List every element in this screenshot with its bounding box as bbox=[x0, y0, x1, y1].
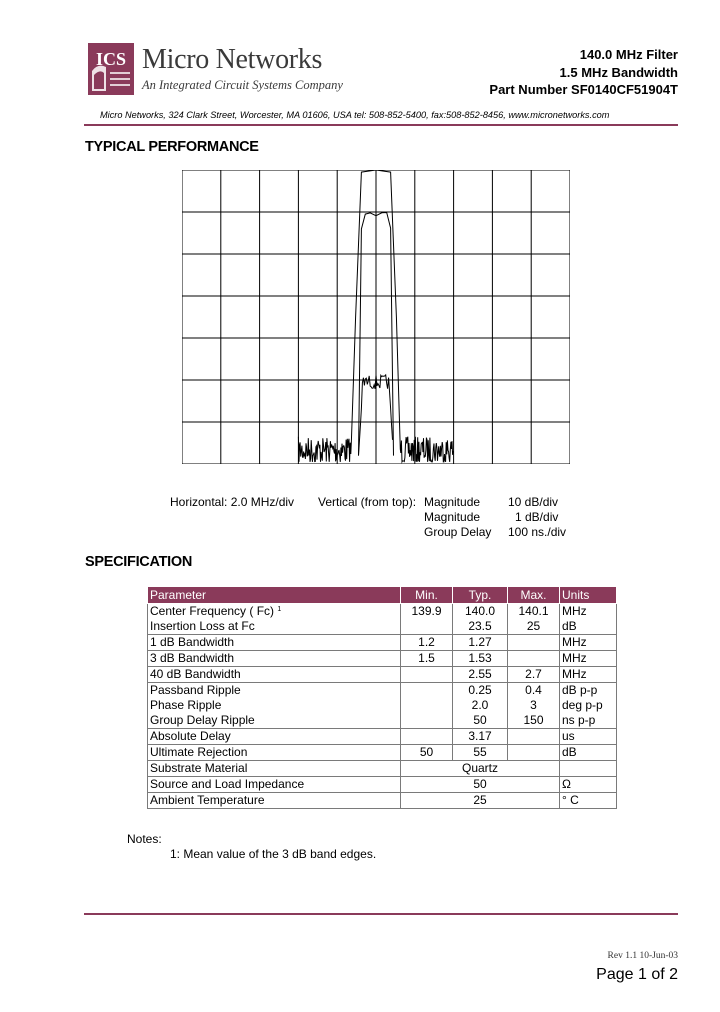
logo-text: ICS bbox=[95, 49, 127, 69]
units-cell: MHz bbox=[560, 651, 617, 667]
min-cell bbox=[401, 619, 453, 635]
company-tagline: An Integrated Circuit Systems Company bbox=[142, 78, 343, 92]
param-cell: Ultimate Rejection bbox=[148, 745, 401, 761]
title-part-number: Part Number SF0140CF51904T bbox=[489, 82, 678, 97]
table-row bbox=[148, 793, 617, 809]
units-cell: deg p-p bbox=[560, 698, 617, 713]
min-cell bbox=[401, 729, 453, 745]
min-cell bbox=[401, 683, 453, 699]
header-units: Units bbox=[560, 587, 617, 604]
table-row bbox=[148, 713, 617, 729]
header-parameter: Parameter bbox=[148, 587, 401, 604]
notes-heading: Notes: bbox=[127, 832, 162, 846]
table-row bbox=[148, 777, 617, 793]
note-item: 1: Mean value of the 3 dB band edges. bbox=[170, 847, 377, 861]
units-cell: Ω bbox=[560, 777, 617, 793]
param-cell: 1 dB Bandwidth bbox=[148, 635, 401, 651]
typ-cell: 0.25 bbox=[453, 683, 508, 699]
units-cell: dB bbox=[560, 619, 617, 635]
typ-cell: 2.55 bbox=[453, 667, 508, 683]
units-cell: ns p-p bbox=[560, 713, 617, 729]
table-row bbox=[148, 683, 617, 699]
trace-names bbox=[424, 495, 491, 540]
company-name: Micro Networks bbox=[142, 44, 323, 75]
max-cell bbox=[508, 729, 560, 745]
min-cell: 1.2 bbox=[401, 635, 453, 651]
max-cell: 0.4 bbox=[508, 683, 560, 699]
value-cell: 50 bbox=[401, 777, 560, 793]
table-row bbox=[148, 698, 617, 713]
max-cell: 2.7 bbox=[508, 667, 560, 683]
horizontal-scale bbox=[170, 495, 294, 510]
units-cell bbox=[560, 761, 617, 777]
units-cell: us bbox=[560, 729, 617, 745]
trace-scale: 1 dB/div bbox=[515, 510, 559, 524]
param-cell: Group Delay Ripple bbox=[148, 713, 401, 729]
trace-name: Magnitude bbox=[424, 510, 481, 524]
param-cell: 40 dB Bandwidth bbox=[148, 667, 401, 683]
typ-cell: 1.53 bbox=[453, 651, 508, 667]
table-row bbox=[148, 604, 617, 620]
value-cell: Quartz bbox=[401, 761, 560, 777]
typical-performance-heading: TYPICAL PERFORMANCE bbox=[85, 139, 259, 155]
trace-name: Group Delay bbox=[424, 525, 492, 539]
vertical-scale-label: Vertical (from top): bbox=[318, 495, 417, 509]
max-cell: 3 bbox=[508, 698, 560, 713]
footer-divider bbox=[84, 913, 678, 915]
param-cell: Insertion Loss at Fc bbox=[148, 619, 401, 635]
min-cell bbox=[401, 667, 453, 683]
param-cell: Passband Ripple bbox=[148, 683, 401, 699]
max-cell bbox=[508, 635, 560, 651]
min-cell bbox=[401, 713, 453, 729]
units-cell: ° C bbox=[560, 793, 617, 809]
header-typ: Typ. bbox=[453, 587, 508, 604]
value-cell: 25 bbox=[401, 793, 560, 809]
max-cell bbox=[508, 651, 560, 667]
max-cell: 140.1 bbox=[508, 604, 560, 620]
header-divider bbox=[84, 124, 678, 126]
typ-cell: 140.0 bbox=[453, 604, 508, 620]
horizontal-scale-label: Horizontal: 2.0 MHz/div bbox=[170, 495, 295, 509]
units-cell: MHz bbox=[560, 667, 617, 683]
param-cell: Substrate Material bbox=[148, 761, 401, 777]
trace-scale: 100 ns./div bbox=[508, 525, 567, 539]
vertical-scale bbox=[318, 495, 416, 510]
units-cell: dB bbox=[560, 745, 617, 761]
performance-plot bbox=[182, 170, 570, 464]
max-cell: 150 bbox=[508, 713, 560, 729]
title-frequency: 140.0 MHz Filter bbox=[579, 47, 678, 62]
company-logo bbox=[88, 43, 134, 95]
param-cell: Phase Ripple bbox=[148, 698, 401, 713]
company-address: Micro Networks, 324 Clark Street, Worcester, MA 01606, USA tel: 508-852-5400, fax:508-852-8456, www.micronetworks.com bbox=[100, 110, 610, 120]
units-cell: MHz bbox=[560, 604, 617, 620]
typ-cell: 1.27 bbox=[453, 635, 508, 651]
min-cell: 50 bbox=[401, 745, 453, 761]
document-title bbox=[489, 46, 678, 99]
table-row bbox=[148, 729, 617, 745]
trace-scale: 10 dB/div bbox=[508, 495, 559, 509]
units-cell: dB p-p bbox=[560, 683, 617, 699]
param-cell: Absolute Delay bbox=[148, 729, 401, 745]
header-max: Max. bbox=[508, 587, 560, 604]
header-min: Min. bbox=[401, 587, 453, 604]
table-row bbox=[148, 619, 617, 635]
min-cell: 139.9 bbox=[401, 604, 453, 620]
trace-name: Magnitude bbox=[424, 495, 481, 509]
title-bandwidth: 1.5 MHz Bandwidth bbox=[559, 64, 678, 80]
typ-cell: 50 bbox=[453, 713, 508, 729]
table-row bbox=[148, 667, 617, 683]
page-number: Page 1 of 2 bbox=[596, 966, 678, 983]
typ-cell: 23.5 bbox=[453, 619, 508, 635]
param-cell: Ambient Temperature bbox=[148, 793, 401, 809]
revision-label: Rev 1.1 10-Jun-03 bbox=[607, 951, 678, 961]
table-row bbox=[148, 745, 617, 761]
min-cell bbox=[401, 698, 453, 713]
typ-cell: 2.0 bbox=[453, 698, 508, 713]
typ-cell: 55 bbox=[453, 745, 508, 761]
max-cell: 25 bbox=[508, 619, 560, 635]
table-row bbox=[148, 761, 617, 777]
max-cell bbox=[508, 745, 560, 761]
param-cell: 3 dB Bandwidth bbox=[148, 651, 401, 667]
param-cell: Source and Load Impedance bbox=[148, 777, 401, 793]
typ-cell: 3.17 bbox=[453, 729, 508, 745]
table-row bbox=[148, 635, 617, 651]
specification-table bbox=[147, 586, 617, 809]
trace-scales bbox=[508, 495, 566, 540]
table-header-row bbox=[148, 587, 617, 604]
specification-heading: SPECIFICATION bbox=[85, 554, 193, 570]
param-cell: Center Frequency ( Fc) $^1$ bbox=[148, 604, 401, 620]
units-cell: MHz bbox=[560, 635, 617, 651]
table-row bbox=[148, 651, 617, 667]
min-cell: 1.5 bbox=[401, 651, 453, 667]
